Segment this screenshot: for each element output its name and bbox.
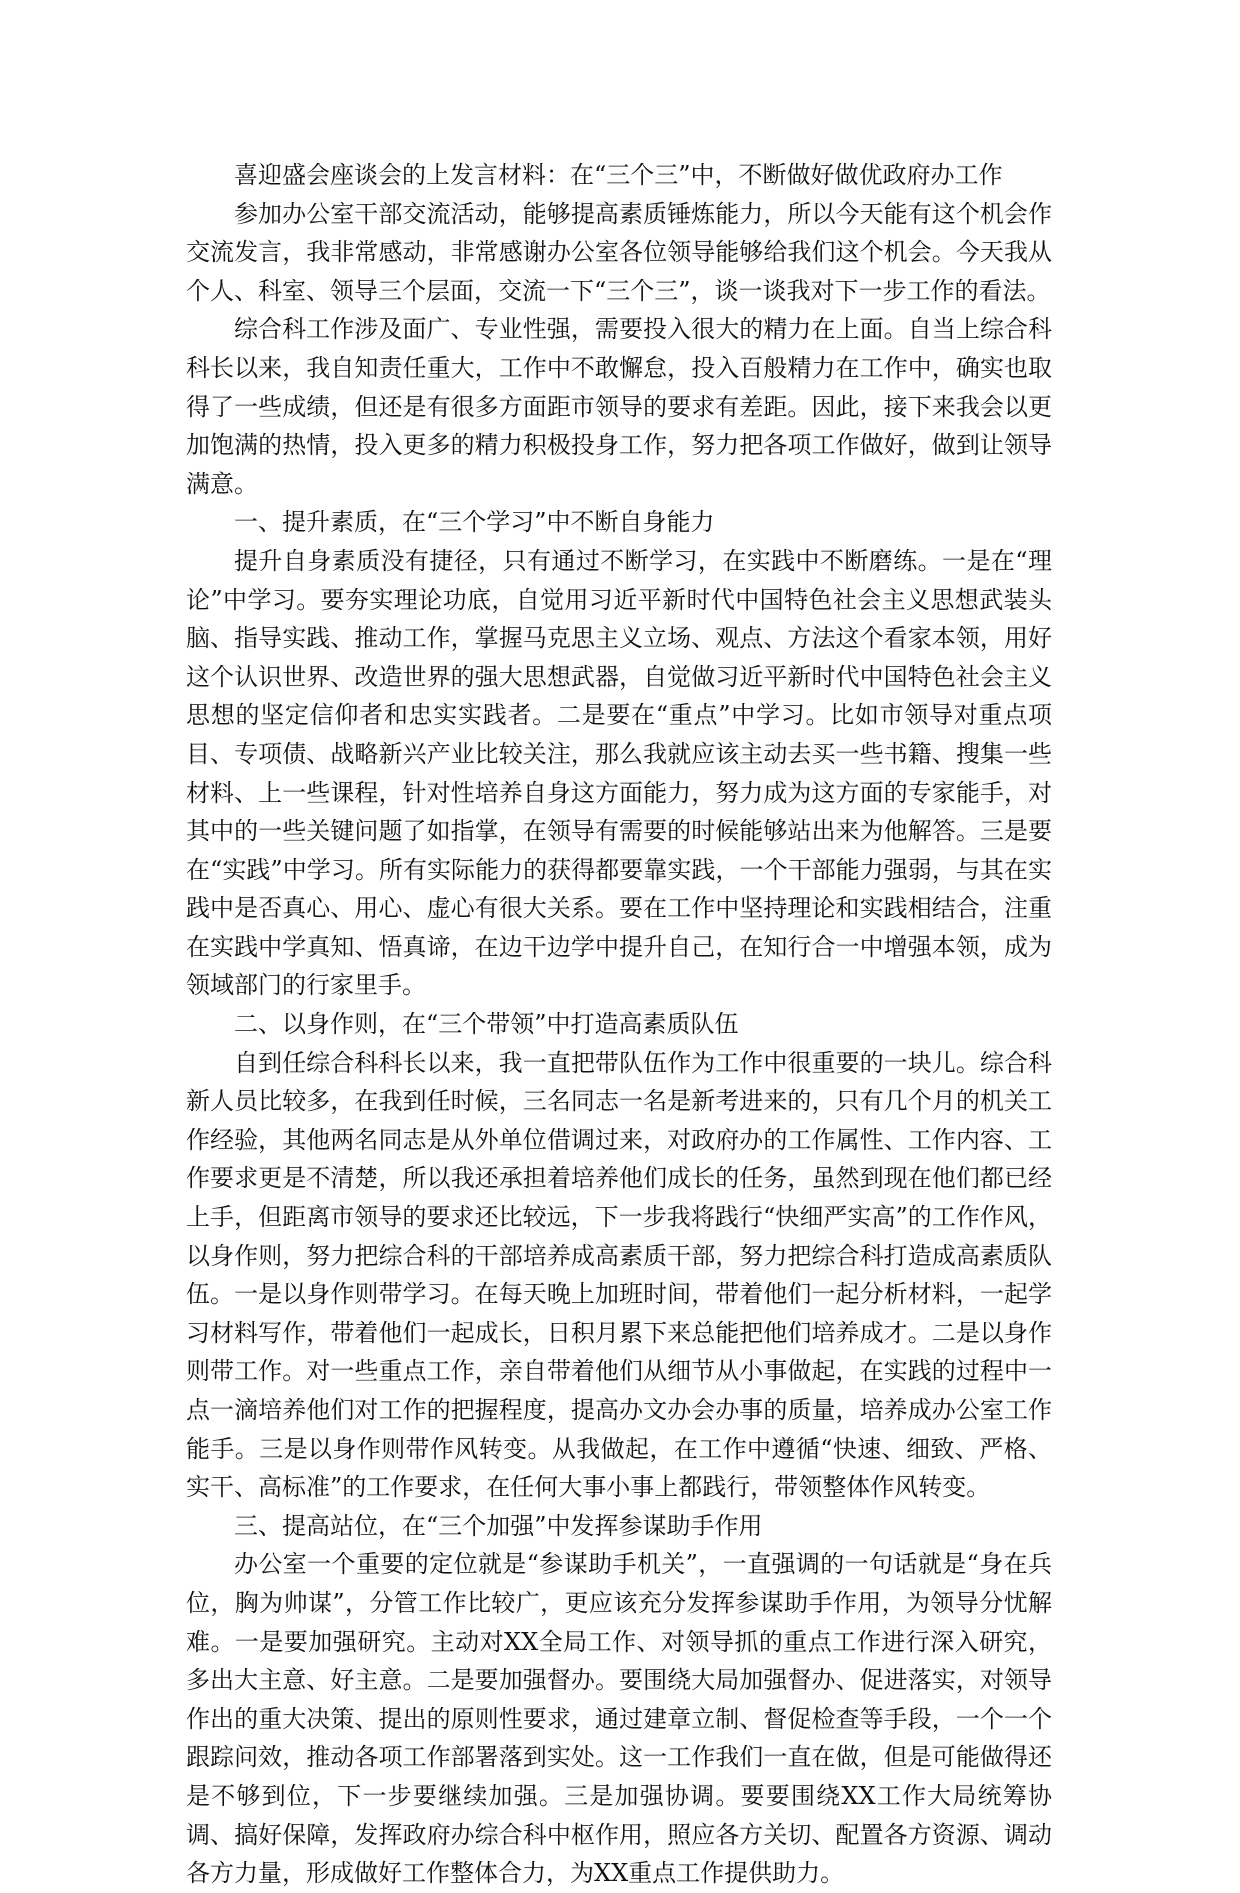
paragraph-section-2: 自到任综合科科长以来，我一直把带队伍作为工作中很重要的一块儿。综合科新人员比较多，在我到任时候，三名同志一名是新考进来的，只有几个月的机关工作经验，其他两名同志是从外单位借调过来，对政府办的工作属性、工作内容、工作要求更是不清楚，所以我还承担着培养他们成长的任务，虽然到现在他们都已经上手，但距离市领导的要求还比较远，下一步我将践行“快细严实高”的工作作风，以身作则，努力把综合科的干部培养成高素质干部，努力把综合科打造成高素质队伍。一是以身作则带学习。在每天晚上加班时间，带着他们一起分析材料，一起学习材料写作，带着他们一起成长，日积月累下来总能把他们培养成才。二是以身作则带工作。对一些重点工作，亲自带着他们从细节从小事做起，在实践的过程中一点一滴培养他们对工作的把握程度，提高办文办会办事的质量，培养成办公室工作能手。三是以身作则带作风转变。从我做起，在工作中遵循“快速、细致、严格、实干、高标准”的工作要求，在任何大事小事上都践行，带领整体作风转变。 xyxy=(186,1048,1052,1502)
document-title: 喜迎盛会座谈会的上发言材料：在“三个三”中，不断做好做优政府办工作 xyxy=(234,161,1003,189)
section-heading-3: 三、提高站位，在“三个加强”中发挥参谋助手作用 xyxy=(234,1511,763,1540)
document-body xyxy=(186,156,1052,1893)
section-heading-1: 一、提升素质，在“三个学习”中不断自身能力 xyxy=(234,508,715,537)
section-heading-2: 二、以身作则，在“三个带领”中打造高素质队伍 xyxy=(234,1010,739,1039)
paragraph-section-1: 提升自身素质没有捷径，只有通过不断学习，在实践中不断磨练。一是在“理论”中学习。要夯实理论功底，自觉用习近平新时代中国特色社会主义思想武装头脑、指导实践、推动工作，掌握马克思主义立场、观点、方法这个看家本领，用好这个认识世界、改造世界的强大思想武器，自觉做习近平新时代中国特色社会主义思想的坚定信仰者和忠实实践者。二是要在“重点”中学习。比如市领导对重点项目、专项债、战略新兴产业比较关注，那么我就应该主动去买一些书籍、搜集一些材料、上一些课程，针对性培养自身这方面能力，努力成为这方面的专家能手，对其中的一些关键问题了如指掌，在领导有需要的时候能够站出来为他解答。三是要在“实践”中学习。所有实际能力的获得都要靠实践，一个干部能力强弱，与其在实践中是否真心、用心、虚心有很大关系。要在工作中坚持理论和实践相结合，注重在实践中学真知、悟真谛，在边干边学中提升自己，在知行合一中增强本领，成为领域部门的行家里手。 xyxy=(186,546,1052,1000)
paragraph-intro: 参加办公室干部交流活动，能够提高素质锤炼能力，所以今天能有这个机会作交流发言，我非常感动，非常感谢办公室各位领导能够给我们这个机会。今天我从个人、科室、领导三个层面，交流一下“三个三”，谈一谈我对下一步工作的看法。 xyxy=(186,199,1052,305)
paragraph-background: 综合科工作涉及面广、专业性强，需要投入很大的精力在上面。自当上综合科科长以来，我自知责任重大，工作中不敢懈怠，投入百般精力在工作中，确实也取得了一些成绩，但还是有很多方面距市领导的要求有差距。因此，接下来我会以更加饱满的热情，投入更多的精力积极投身工作，努力把各项工作做好，做到让领导满意。 xyxy=(186,315,1052,498)
paragraph-section-3: 办公室一个重要的定位就是“参谋助手机关”，一直强调的一句话就是“身在兵位，胸为帅谋”，分管工作比较广，更应该充分发挥参谋助手作用，为领导分忧解难。一是要加强研究。主动对XX全局工作、对领导抓的重点工作进行深入研究，多出大主意、好主意。二是要加强督办。要围绕大局加强督办、促进落实，对领导作出的重大决策、提出的原则性要求，通过建章立制、督促检查等手段，一个一个跟踪问效，推动各项工作部署落到实处。这一工作我们一直在做，但是可能做得还是不够到位，下一步要继续加强。三是加强协调。要要围绕XX工作大局统筹协调、搞好保障，发挥政府办综合科中枢作用，照应各方关切、配置各方资源、调动各方力量，形成做好工作整体合力，为XX重点工作提供助力。 xyxy=(186,1550,1052,1888)
